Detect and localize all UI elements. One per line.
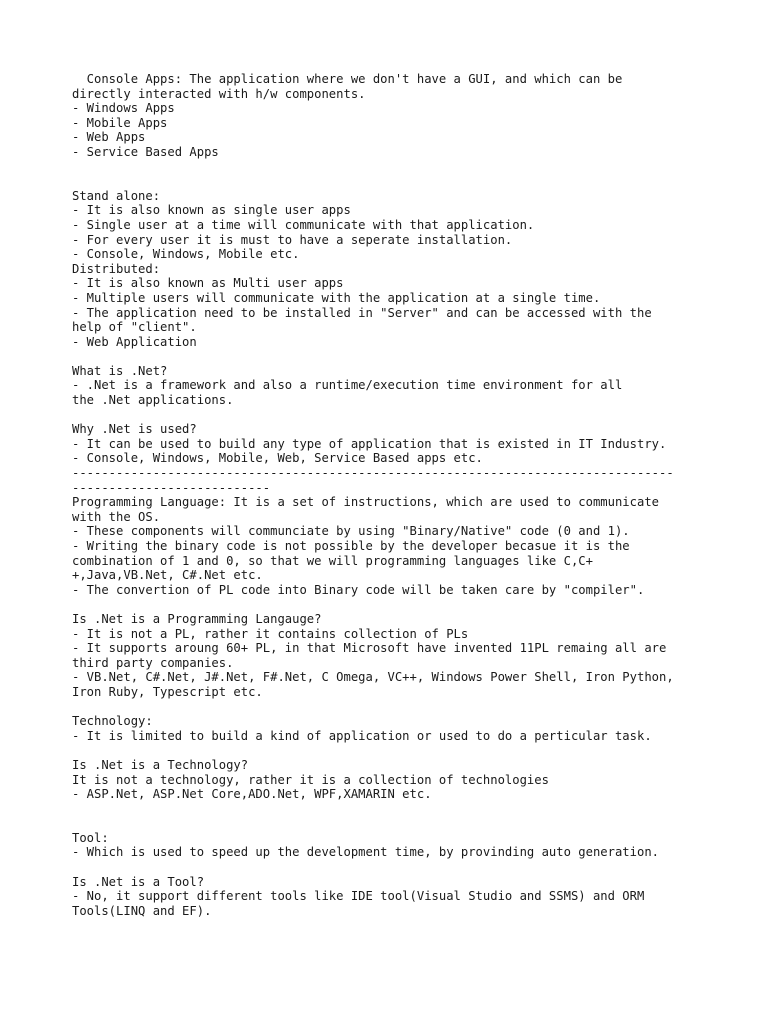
text-line: +,Java,VB.Net, C#.Net etc. <box>72 568 263 583</box>
text-line: - It supports aroung 60+ PL, in that Microsoft have invented 11PL remaing all are <box>72 641 667 656</box>
text-line: - Service Based Apps <box>72 144 219 159</box>
text-line: Is .Net is a Technology? <box>72 757 249 772</box>
text-line: - .Net is a framework and also a runtime/execution time environment for all <box>72 378 623 393</box>
text-line: - It can be used to build any type of application that is existed in IT Industry. <box>72 436 667 451</box>
text-line: - For every user it is must to have a seperate installation. <box>72 232 513 247</box>
text-line: third party companies. <box>72 655 234 670</box>
text-line: - Writing the binary code is not possible by the developer becasue it is the <box>72 539 630 553</box>
text-line: Distributed: <box>72 261 161 276</box>
text-line: Technology: <box>72 714 153 729</box>
text-line <box>72 802 712 817</box>
text-line <box>72 349 712 364</box>
text-line: - Which is used to speed up the development time, by provinding auto generation. <box>72 845 659 860</box>
text-line <box>72 743 712 758</box>
text-line <box>72 408 712 423</box>
text-line: directly interacted with h/w components. <box>72 86 366 101</box>
text-line: - It is limited to build a kind of application or used to do a perticular task. <box>72 728 652 743</box>
text-line: - The application need to be installed in "Server" and can be accessed with the <box>72 305 652 320</box>
text-line: - Single user at a time will communicate with that application. <box>72 217 535 232</box>
text-line: - VB.Net, C#.Net, J#.Net, F#.Net, C Omega, VC++, Windows Power Shell, Iron Python, <box>72 670 674 685</box>
text-line <box>72 700 712 715</box>
text-line: combination of 1 and 0, so that we will programming languages like C,C+ <box>72 553 593 568</box>
text-line <box>72 174 712 189</box>
document-body <box>72 72 712 918</box>
text-line: It is not a technology, rather it is a collection of technologies <box>72 772 549 787</box>
text-line: Console Apps: The application where we don't have a GUI, and which can be <box>72 72 623 86</box>
text-line: Stand alone: <box>72 188 161 203</box>
text-line: ---------------------------------------------------------------------------------- <box>72 466 674 481</box>
text-line: - Multiple users will communicate with the application at a single time. <box>72 290 601 305</box>
text-line: with the OS. <box>72 509 161 524</box>
text-line: - The convertion of PL code into Binary code will be taken care by "compiler". <box>72 582 645 597</box>
text-line: - Web Application <box>72 334 197 349</box>
text-line: - ASP.Net, ASP.Net Core,ADO.Net, WPF,XAMARIN etc. <box>72 787 432 802</box>
text-line: - Web Apps <box>72 130 146 145</box>
text-line: What is .Net? <box>72 363 168 378</box>
text-line: Programming Language: It is a set of instructions, which are used to communicate <box>72 495 659 510</box>
text-line <box>72 816 712 831</box>
text-line: - It is also known as Multi user apps <box>72 276 344 291</box>
text-line: --------------------------- <box>72 480 271 495</box>
text-line: - Mobile Apps <box>72 115 168 130</box>
text-line: - It is also known as single user apps <box>72 203 351 218</box>
text-line: - No, it support different tools like IDE tool(Visual Studio and SSMS) and ORM <box>72 889 645 904</box>
text-line: Is .Net is a Programming Langauge? <box>72 611 322 626</box>
text-line: - Windows Apps <box>72 101 175 116</box>
text-line: - It is not a PL, rather it contains collection of PLs <box>72 626 469 641</box>
text-line: - Console, Windows, Mobile etc. <box>72 247 300 262</box>
text-line: Tool: <box>72 830 109 845</box>
text-line <box>72 160 712 175</box>
text-line: the .Net applications. <box>72 393 234 408</box>
text-line: Tools(LINQ and EF). <box>72 903 212 918</box>
text-line <box>72 597 712 612</box>
text-line: Why .Net is used? <box>72 422 197 437</box>
text-line: help of "client". <box>72 320 197 335</box>
text-line: Is .Net is a Tool? <box>72 874 205 889</box>
text-line <box>72 860 712 875</box>
text-line: Iron Ruby, Typescript etc. <box>72 684 263 699</box>
text-line: - Console, Windows, Mobile, Web, Service Based apps etc. <box>72 451 483 466</box>
text-line: - These components will communciate by using "Binary/Native" code (0 and 1). <box>72 524 630 539</box>
